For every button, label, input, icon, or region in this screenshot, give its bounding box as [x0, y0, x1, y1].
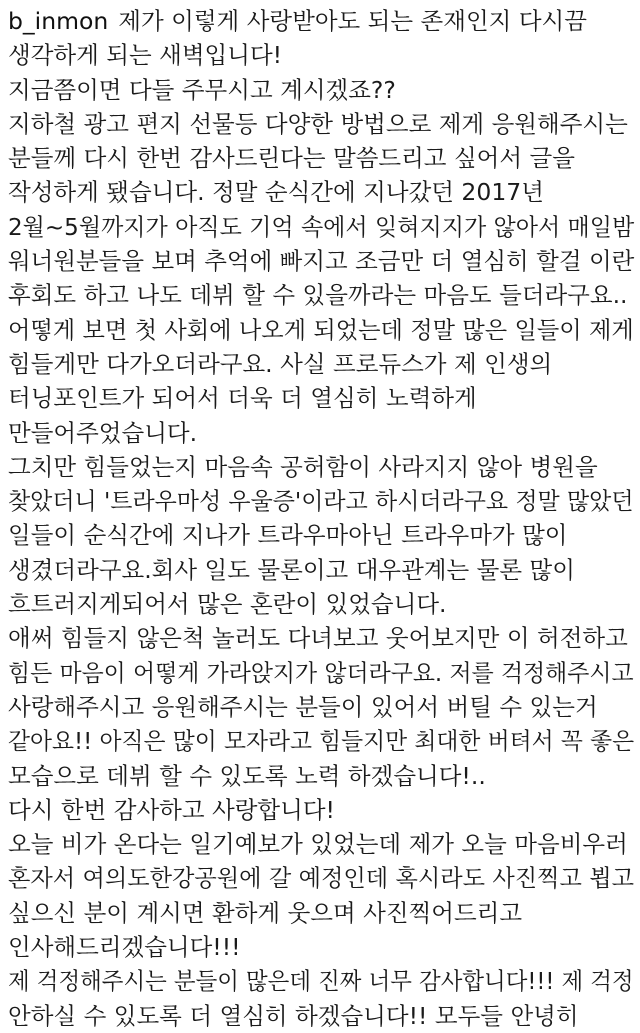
caption-line: 힘든 마음이 어떻게 가라앉지가 않더라구요. 저를 걱정해주시고 — [8, 658, 634, 687]
caption-line: 모습으로 데뷔 할 수 있도록 노력 하겠습니다!.. — [8, 761, 486, 790]
caption-line: 오늘 비가 온다는 일기예보가 있었는데 제가 오늘 마음비우러 — [8, 830, 628, 859]
caption-line: 2월~5월까지가 아직도 기억 속에서 잊혀지지가 않아서 매일밤 — [8, 212, 635, 241]
caption-line: 같아요!! 아직은 많이 모자라고 힘들지만 최대한 버텨서 꼭 좋은 — [8, 727, 635, 756]
caption-line: 만들어주었습니다. — [8, 418, 198, 447]
caption-line: 생겼더라구요.회사 일도 물론이고 대우관계는 물론 많이 — [8, 555, 575, 584]
caption-line: 제 걱정해주시는 분들이 많은데 진짜 너무 감사합니다!!! 제 걱정 — [8, 967, 634, 996]
caption-line: 찾았더니 '트라우마성 우울증'이라고 하시더라구요 정말 많았던 — [8, 487, 634, 516]
caption-line: 워너원분들을 보며 추억에 빠지고 조금만 더 열심히 할걸 이란 — [8, 247, 635, 276]
caption-line: 안하실 수 있도록 더 열심히 하겠습니다!! 모두들 안녕히 — [8, 1001, 579, 1030]
caption-line: 작성하게 됐습니다. 정말 순식간에 지나갔던 2017년 — [8, 178, 544, 207]
caption-line: 사랑해주시고 응원해주시는 분들이 있어서 버틸 수 있는거 — [8, 692, 598, 721]
caption-line: 힘들게만 다가오더라구요. 사실 프로듀스가 제 인생의 — [8, 349, 553, 378]
caption-line: 후회도 하고 나도 데뷔 할 수 있을까라는 마음도 들더라구요.. — [8, 281, 628, 310]
caption-first-line — [8, 4, 634, 38]
caption-line: 지하철 광고 편지 선물등 다양한 방법으로 제게 응원해주시는 — [8, 109, 628, 138]
caption-line: 다시 한번 감사하고 사랑합니다! — [8, 795, 335, 824]
caption-line: 분들께 다시 한번 감사드린다는 말씀드리고 싶어서 글을 — [8, 144, 575, 173]
caption-line: 일들이 순식간에 지나가 트라우마아닌 트라우마가 많이 — [8, 521, 568, 550]
caption-line: 인사해드리겠습니다!!! — [8, 933, 241, 962]
caption-line: 혼자서 여의도한강공원에 갈 예정인데 혹시라도 사진찍고 뵙고 — [8, 864, 635, 893]
caption-line: 터닝포인트가 되어서 더욱 더 열심히 노력하게 — [8, 384, 477, 413]
caption-line: 흐트러지게되어서 많은 혼란이 있었습니다. — [8, 590, 447, 619]
caption-line: 어떻게 보면 첫 사회에 나오게 되었는데 정말 많은 일들이 제게 — [8, 315, 634, 344]
caption-line: 생각하게 되는 새벽입니다! — [8, 41, 283, 70]
caption-line: 지금쯤이면 다들 주무시고 계시겠죠?? — [8, 75, 396, 104]
caption-line: 싶으신 분이 계시면 환하게 웃으며 사진찍어드리고 — [8, 898, 523, 927]
post-caption — [8, 0, 634, 1033]
caption-line: 그치만 힘들었는지 마음속 공허함이 사라지지 않아 병원을 — [8, 452, 598, 481]
username-link[interactable]: b_inmon — [8, 7, 109, 35]
caption-text: 제가 이렇게 사랑받아도 되는 존재인지 다시끔 — [118, 7, 587, 35]
caption-line: 애써 힘들지 않은척 놀러도 다녀보고 웃어보지만 이 허전하고 — [8, 624, 628, 653]
